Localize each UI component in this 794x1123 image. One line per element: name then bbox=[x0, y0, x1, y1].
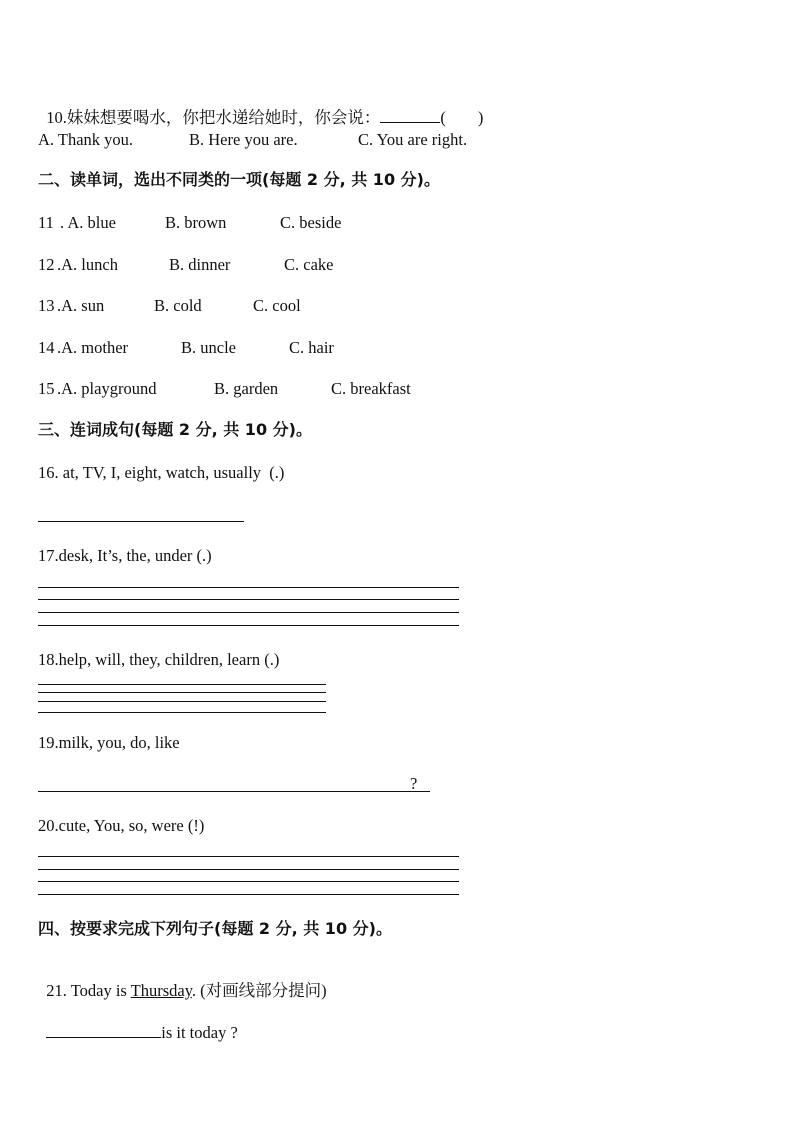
question-19-end-mark: ? bbox=[410, 774, 418, 793]
option-c: C. beside bbox=[280, 213, 342, 232]
answer-line[interactable] bbox=[38, 856, 459, 857]
question-21-prompt bbox=[38, 961, 327, 1001]
option-b: B. cold bbox=[154, 296, 202, 315]
question-10-text: 10.妹妹想要喝水，你把水递给她时，你会说： bbox=[46, 108, 381, 127]
section-2-heading: 二、读单词，选出不同类的一项(每题 2 分, 共 10 分)。 bbox=[38, 170, 440, 189]
question-17-prompt: 17.desk, It’s, the, under (.) bbox=[38, 546, 212, 565]
question-19-prompt: 19.milk, you, do, like bbox=[38, 733, 180, 752]
question-number: 15 bbox=[38, 379, 55, 398]
question-20-prompt: 20.cute, You, so, were (!) bbox=[38, 816, 205, 835]
question-10-close-paren: ) bbox=[477, 108, 484, 127]
option-b: B. dinner bbox=[169, 255, 231, 274]
answer-line[interactable] bbox=[38, 684, 326, 685]
question-11 bbox=[38, 213, 738, 233]
question-16-prompt: 16. at, TV, I, eight, watch, usually (.) bbox=[38, 463, 285, 482]
option-a: .A. playground bbox=[57, 379, 157, 398]
answer-line[interactable] bbox=[38, 894, 459, 895]
answer-line[interactable] bbox=[38, 869, 459, 870]
question-10-option-b: B. Here you are. bbox=[189, 130, 298, 149]
question-21-instruction: . (对画线部分提问) bbox=[191, 981, 327, 1000]
question-10-option-a: A. Thank you. bbox=[38, 130, 134, 149]
option-b: B. garden bbox=[214, 379, 279, 398]
question-13 bbox=[38, 296, 738, 316]
answer-line[interactable] bbox=[38, 521, 244, 522]
option-b: B. brown bbox=[165, 213, 227, 232]
option-c: C. hair bbox=[289, 338, 334, 357]
question-10-answer-blank[interactable] bbox=[380, 122, 440, 123]
question-15 bbox=[38, 379, 738, 399]
answer-line[interactable] bbox=[38, 791, 430, 792]
question-10-options bbox=[38, 130, 738, 150]
question-12 bbox=[38, 255, 738, 275]
answer-line[interactable] bbox=[38, 612, 459, 613]
question-21-answer-suffix: is it today ? bbox=[161, 1023, 238, 1042]
answer-line[interactable] bbox=[38, 881, 459, 882]
question-number: 13 bbox=[38, 296, 55, 315]
option-c: C. breakfast bbox=[331, 379, 411, 398]
question-10 bbox=[38, 88, 483, 128]
question-number: 14 bbox=[38, 338, 55, 357]
question-21-underlined-word: Thursday bbox=[130, 981, 192, 1000]
answer-line[interactable] bbox=[38, 692, 326, 693]
question-number: 12 bbox=[38, 255, 55, 274]
answer-line[interactable] bbox=[38, 587, 459, 588]
answer-line[interactable] bbox=[38, 712, 326, 713]
option-a: .A. sun bbox=[57, 296, 105, 315]
question-18-prompt: 18.help, will, they, children, learn (.) bbox=[38, 650, 280, 669]
option-a: .A. lunch bbox=[57, 255, 118, 274]
option-a: . A. blue bbox=[60, 213, 116, 232]
answer-line[interactable] bbox=[38, 625, 459, 626]
option-c: C. cake bbox=[284, 255, 334, 274]
section-3-heading: 三、连词成句(每题 2 分, 共 10 分)。 bbox=[38, 420, 312, 439]
question-14 bbox=[38, 338, 738, 358]
section-4-heading: 四、按要求完成下列句子(每题 2 分, 共 10 分)。 bbox=[38, 919, 392, 938]
option-c: C. cool bbox=[253, 296, 301, 315]
option-a: .A. mother bbox=[57, 338, 129, 357]
option-b: B. uncle bbox=[181, 338, 236, 357]
question-21-answer bbox=[38, 1003, 238, 1043]
question-10-option-c: C. You are right. bbox=[358, 130, 468, 149]
question-21-prefix: 21. Today is bbox=[46, 981, 131, 1000]
question-21-answer-blank[interactable] bbox=[46, 1037, 161, 1038]
question-10-open-paren: ( bbox=[440, 108, 446, 127]
answer-line[interactable] bbox=[38, 599, 459, 600]
question-number: 11 bbox=[38, 213, 54, 232]
answer-line[interactable] bbox=[38, 701, 326, 702]
